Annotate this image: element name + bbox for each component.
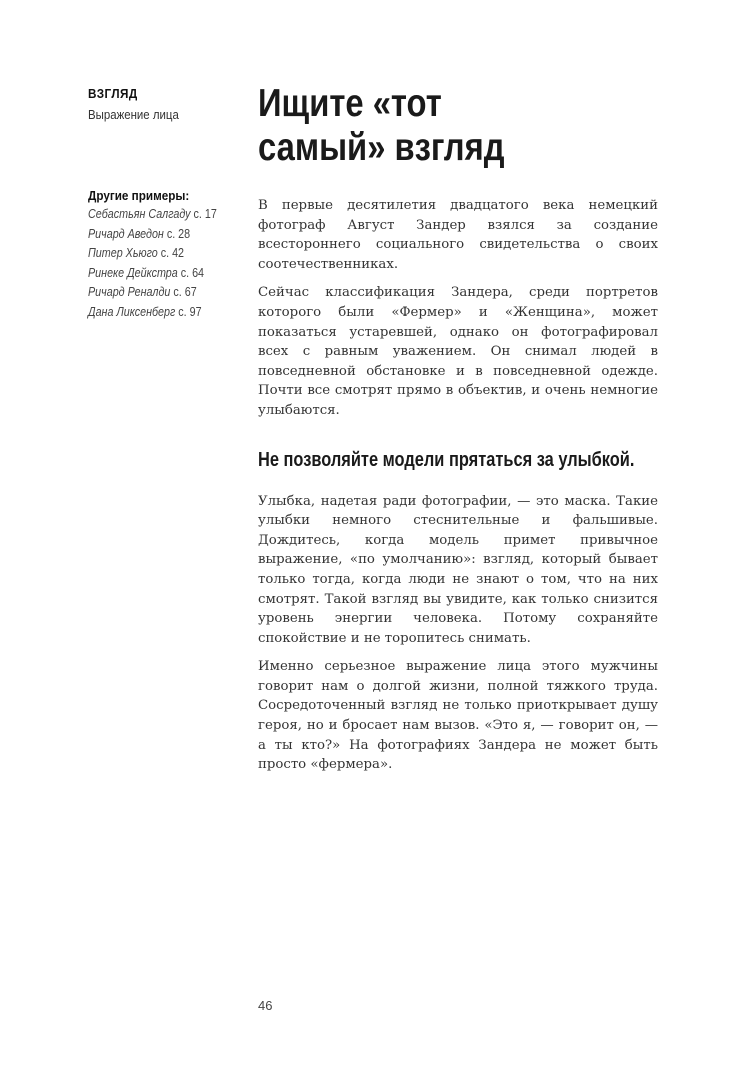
sidebar (88, 86, 248, 322)
example-name: Питер Хьюго (88, 246, 158, 260)
page-number: 46 (258, 998, 273, 1013)
example-page: с. 42 (157, 246, 185, 260)
example-page: с. 17 (190, 207, 217, 221)
example-page: с. 67 (170, 285, 197, 299)
example-name: Ринеке Дейкстра (88, 265, 178, 280)
example-item (88, 303, 226, 323)
example-item (88, 264, 226, 284)
paragraph-expression: Именно серьезное выражение лица этого мужчины говорит нам о долгой жизни, полной тяжкого труда. Сосредоточенный взгляд не только приоткрывает душу героя, но и бросает нам вызов. «Это я, — говорит он, — а ты кто?» На фотографиях Зандера не может быть просто «фермера». (258, 659, 658, 773)
other-examples-title: Другие примеры: (88, 188, 190, 203)
example-item (88, 283, 226, 303)
example-page: с. 97 (175, 304, 202, 319)
example-item (88, 205, 226, 225)
section-label: ВЗГЛЯД (88, 86, 138, 101)
paragraph-classification: Сейчас классификация Зандера, среди портретов которого были «Фермер» и «Женщина», может показаться устаревшей, однако он фотографировал всех с равным уважением. Он снимал людей в повседневной обстановке и в повседневной одежде. Почти все смотрят прямо в объектив, и очень немногие улыбаются. (258, 285, 658, 418)
example-page: с. 28 (163, 226, 191, 241)
example-page: с. 64 (177, 265, 205, 280)
section-subtitle: Выражение лица (88, 107, 179, 122)
example-name: Дана Ликсенберг (88, 304, 176, 319)
example-item (88, 244, 226, 264)
example-name: Себастьян Салгаду (88, 207, 191, 221)
main-content (258, 82, 658, 775)
example-name: Ричард Реналди (88, 285, 171, 299)
headline-line-1: Ищите «тот (258, 82, 442, 125)
paragraph-smile: Улыбка, надетая ради фотографии, — это маска. Такие улыбки немного стеснительные и фальшивые. Дождитесь, когда модель примет привычное выражение, «по умолчанию»: взгляд, который бывает только тогда, когда люди не знают о том, что на них смотрят. Такой взгляд вы увидите, как только снизится уровень энергии человека. Потому сохраняйте спокойствие и не торопитесь снимать. (258, 493, 658, 646)
paragraph-intro: В первые десятилетия двадцатого века немецкий фотограф Август Зандер взялся за создание всестороннего социального свидетельства о своих соотечественниках. (258, 198, 658, 272)
headline-line-2: самый» взгляд (258, 126, 505, 169)
subheading: Не позволяйте модели прятаться за улыбкой. (258, 448, 635, 471)
headline (258, 82, 594, 170)
example-name: Ричард Аведон (88, 226, 164, 241)
example-item (88, 225, 226, 245)
other-examples (88, 188, 248, 322)
